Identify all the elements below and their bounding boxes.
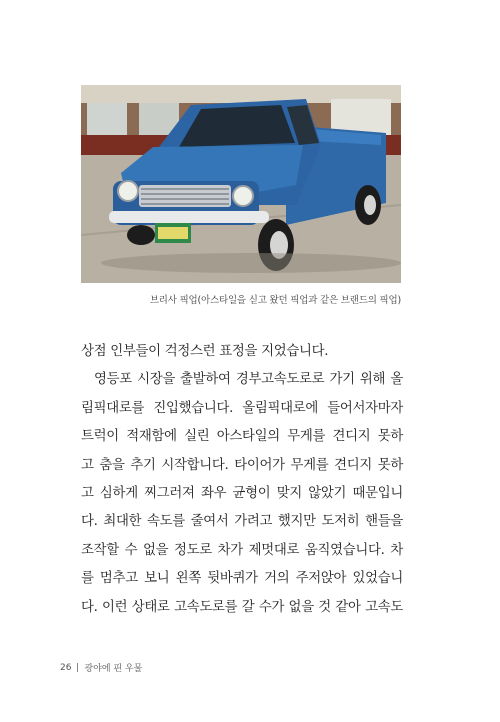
body-line: 다. 이런 상태로 고속도로를 갈 수가 없을 것 같아 고속도 (81, 599, 403, 615)
pickup-truck-image (81, 85, 401, 283)
body-line: 고 심하게 찌그러져 좌우 균형이 맞지 않았기 때문입니 (81, 486, 403, 502)
body-line: 조작할 수 없을 정도로 차가 제멋대로 움직였습니다. 차 (81, 542, 403, 558)
body-line: 를 멈추고 보니 왼쪽 뒷바퀴가 거의 주저앉아 있었습니 (81, 571, 403, 587)
pickup-truck-photo (81, 85, 401, 283)
body-text (81, 338, 403, 622)
photo-caption: 브리사 픽업(아스타일을 싣고 왔던 픽업과 같은 브랜드의 픽업) (149, 295, 401, 306)
page-number: 26 (60, 662, 72, 673)
footer-divider (77, 663, 78, 672)
book-title: 광야에 핀 우물 (84, 664, 143, 674)
page-footer (60, 661, 142, 674)
body-line: 다. 최대한 속도를 줄여서 가려고 했지만 도저히 핸들을 (81, 514, 403, 530)
body-line: 영등포 시장을 출발하여 경부고속도로로 가기 위해 올 (94, 372, 403, 388)
body-line: 고 춤을 추기 시작합니다. 타이어가 무게를 견디지 못하 (81, 457, 403, 473)
body-line: 상점 인부들이 걱정스런 표정을 지었습니다. (81, 344, 329, 359)
body-line: 트럭이 적재함에 실린 아스타일의 무게를 견디지 못하 (81, 429, 403, 445)
body-line: 림픽대로를 진입했습니다. 올림픽대로에 들어서자마자 (81, 400, 403, 416)
